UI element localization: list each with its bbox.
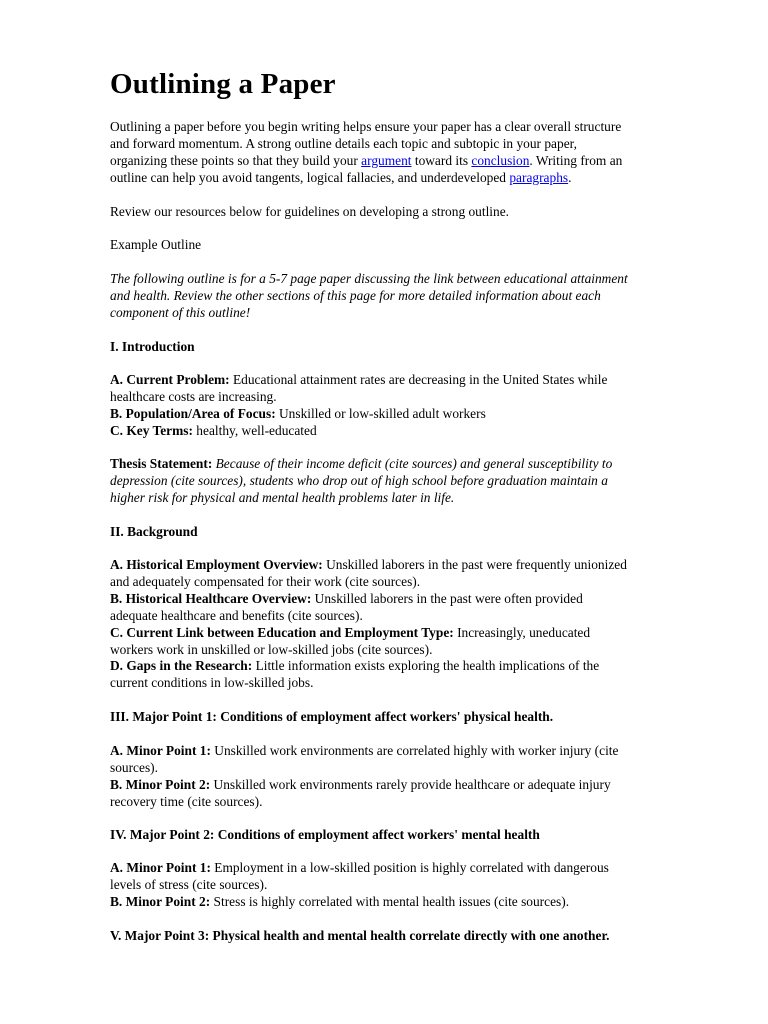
item-label: B. Population/Area of Focus:: [110, 405, 276, 421]
intro-line: [110, 153, 710, 170]
outline-item: [110, 406, 710, 423]
paragraphs-link[interactable]: paragraphs: [509, 169, 569, 185]
item-label: A. Historical Employment Overview:: [110, 557, 323, 572]
item-text: and adequately compensated for their work (cite sources).: [110, 573, 421, 589]
item-label: C. Current Link between Education and Employment Type:: [110, 624, 454, 640]
section-introduction-items: [110, 372, 710, 440]
intro-text: toward its: [411, 152, 472, 168]
item-text: Employment in a low-skilled position is highly correlated with dangerous: [210, 860, 609, 875]
intro-line: and forward momentum. A strong outline details each topic and subtopic in your paper,: [110, 135, 577, 151]
section-introduction-heading: [110, 339, 710, 356]
section-major-point-2-heading: [110, 827, 710, 844]
section-major-point-2-items: [110, 860, 710, 911]
outline-item: [110, 625, 710, 642]
thesis-text: higher risk for physical and mental health problems later in life.: [110, 489, 455, 505]
example-note-line: and health. Review the other sections of this page for more detailed information about each: [110, 287, 601, 303]
outline-item: [110, 658, 710, 675]
example-note-line: component of this outline!: [110, 304, 251, 320]
section-heading: IV. Major Point 2: Conditions of employment affect workers' mental health: [110, 827, 540, 842]
item-text: healthy, well-educated: [192, 422, 317, 438]
item-label: B. Historical Healthcare Overview:: [110, 590, 312, 606]
item-label: C. Key Terms:: [110, 422, 193, 438]
thesis-line: [110, 456, 710, 473]
intro-line: [110, 170, 710, 187]
item-label: A. Current Problem:: [110, 372, 230, 387]
item-label: B. Minor Point 2:: [110, 893, 211, 909]
intro-text: organizing these points so that they build your: [110, 152, 362, 168]
item-text: Educational attainment rates are decreasing in the United States while: [229, 372, 608, 387]
item-text: Unskilled work environments rarely provide healthcare or adequate injury: [210, 776, 611, 792]
outline-item: [110, 557, 710, 574]
section-major-point-1-heading: [110, 709, 710, 726]
outline-item: [110, 372, 710, 389]
thesis-statement: [110, 456, 710, 507]
section-heading: V. Major Point 3: Physical health and mental health correlate directly with one another.: [110, 928, 610, 943]
thesis-text: Because of their income deficit (cite sources) and general susceptibility to: [212, 456, 613, 471]
item-text: sources).: [110, 759, 158, 775]
example-note-line: The following outline is for a 5-7 page paper discussing the link between educational attainment: [110, 271, 628, 286]
item-text: recovery time (cite sources).: [110, 793, 263, 809]
item-text: Increasingly, uneducated: [453, 624, 591, 640]
item-label: A. Minor Point 1:: [110, 743, 211, 758]
outline-item: [110, 894, 710, 911]
item-text: Stress is highly correlated with mental health issues (cite sources).: [210, 893, 570, 909]
example-note: [110, 271, 710, 322]
review-text: Review our resources below for guidelines on developing a strong outline.: [110, 204, 510, 219]
item-text: levels of stress (cite sources).: [110, 876, 268, 892]
item-text: healthcare costs are increasing.: [110, 388, 277, 404]
item-text: Unskilled laborers in the past were often provided: [311, 590, 583, 606]
item-label: D. Gaps in the Research:: [110, 658, 253, 674]
section-background-heading: [110, 524, 710, 541]
item-text: current conditions in low-skilled jobs.: [110, 675, 314, 691]
item-label: A. Minor Point 1:: [110, 860, 211, 875]
thesis-text: depression (cite sources), students who drop out of high school before graduation maintain a: [110, 472, 608, 488]
intro-paragraph: [110, 119, 710, 187]
item-text: workers work in unskilled or low-skilled jobs (cite sources).: [110, 641, 433, 657]
example-heading-text: Example Outline: [110, 237, 202, 252]
item-text: adequate healthcare and benefits (cite sources).: [110, 607, 363, 623]
review-paragraph: [110, 204, 710, 221]
outline-item: [110, 423, 710, 440]
argument-link[interactable]: argument: [361, 152, 412, 168]
conclusion-link[interactable]: conclusion: [471, 152, 530, 168]
outline-item: [110, 591, 710, 608]
outline-item: [110, 743, 710, 760]
intro-text: . Writing from an: [529, 152, 623, 168]
section-heading: I. Introduction: [110, 339, 195, 354]
outline-item: [110, 777, 710, 794]
item-text: Unskilled or low-skilled adult workers: [275, 405, 486, 421]
section-heading: III. Major Point 1: Conditions of employment affect workers' physical health.: [110, 709, 554, 724]
item-label: B. Minor Point 2:: [110, 776, 211, 792]
item-text: Unskilled laborers in the past were frequently unionized: [322, 557, 627, 572]
item-text: Unskilled work environments are correlated highly with worker injury (cite: [210, 743, 619, 758]
example-heading: [110, 237, 710, 254]
intro-text: .: [568, 169, 572, 185]
intro-text: outline can help you avoid tangents, logical fallacies, and underdeveloped: [110, 169, 510, 185]
thesis-label: Thesis Statement:: [110, 456, 213, 471]
page-title: Outlining a Paper: [110, 68, 336, 100]
section-major-point-1-items: [110, 743, 710, 811]
intro-line: Outlining a paper before you begin writing helps ensure your paper has a clear overall structure: [110, 119, 622, 134]
section-background-items: [110, 557, 710, 692]
section-heading: II. Background: [110, 524, 198, 539]
outline-item: [110, 860, 710, 877]
section-major-point-3-heading: [110, 928, 710, 945]
item-text: Little information exists exploring the health implications of the: [252, 658, 600, 674]
